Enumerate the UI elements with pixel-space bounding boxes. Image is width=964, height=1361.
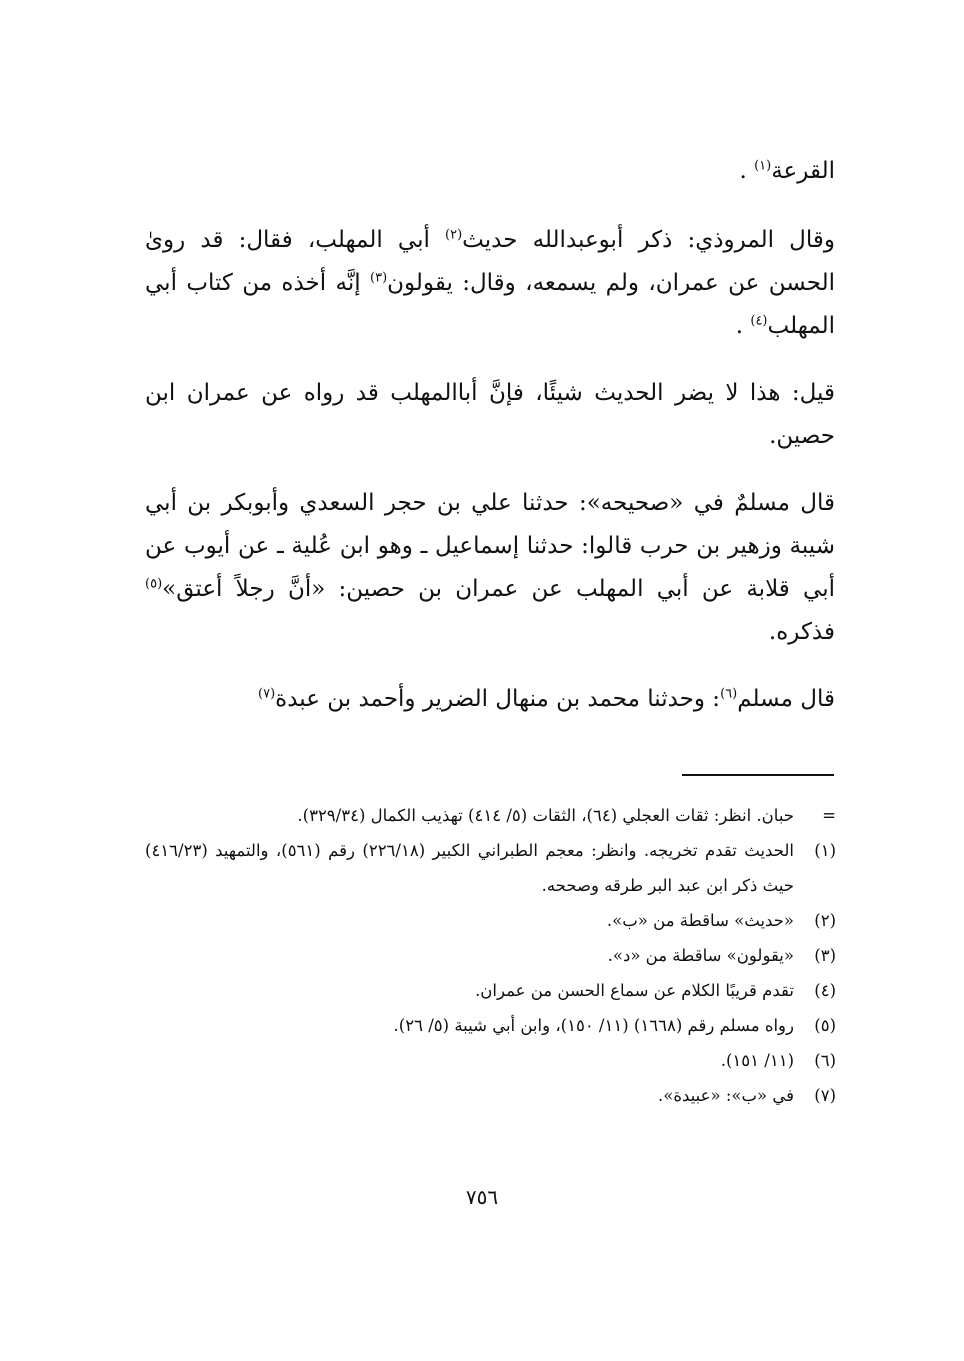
footnote-number: = — [822, 806, 836, 825]
paragraph-text: القرعة — [771, 158, 835, 184]
footnote-ref[interactable]: (٥) — [145, 576, 163, 592]
footnote-text: الحديث تقدم تخريجه. وانظر: معجم الطبراني الكبير (٢٢٦/١٨) رقم (٥٦١)، والتمهيد (٤١٦/٢٣) حيث ذكر ابن عبد البر طرقه وصححه. — [145, 841, 794, 895]
paragraph-text: . — [735, 313, 751, 339]
footnote-text: «حديث» ساقطة من «ب». — [606, 911, 794, 930]
paragraph-text: إنَّه أخذه من كتاب أبي المهلب — [145, 270, 835, 339]
footnote-item — [145, 1008, 840, 1043]
footnote-ref[interactable]: (٧) — [258, 686, 276, 702]
footnote-item — [145, 903, 840, 938]
paragraph-text: قال مسلمٌ في «صحيحه»: حدثنا علي بن حجر السعدي وأبوبكر بن أبي شيبة وزهير بن حرب قالوا: حدثنا إسماعيل ـ وهو ابن عُلية ـ عن أيوب عن أبي قلابة عن أبي المهلب عن عمران بن حصين: «أنَّ رجلاً أعتق» — [145, 490, 835, 602]
footnotes — [145, 798, 840, 1113]
paragraph-4 — [145, 482, 835, 654]
paragraph-text: فذكره. — [768, 619, 835, 645]
footnote-ref[interactable]: (١) — [754, 158, 772, 174]
footnote-text: «يقولون» ساقطة من «د». — [607, 946, 794, 965]
paragraph-2 — [145, 219, 835, 348]
footnote-text: في «ب»: «عبيدة». — [658, 1086, 794, 1105]
footnote-ref[interactable]: (٤) — [750, 313, 768, 329]
footnote-text: (١١/ ١٥١). — [720, 1051, 794, 1070]
footnote-item — [145, 1078, 840, 1113]
footnote-number: (٧) — [814, 1086, 836, 1105]
footnote-item — [145, 798, 840, 833]
footnote-number: (٦) — [814, 1051, 836, 1070]
page-number: ٧٥٦ — [465, 1185, 499, 1209]
footnote-ref[interactable]: (٣) — [370, 270, 388, 286]
footnote-number: (٤) — [814, 981, 836, 1000]
paragraph-3 — [145, 372, 835, 458]
footnote-text: رواه مسلم رقم (١٦٦٨) (١١/ ١٥٠)، وابن أبي شيبة (٥/ ٢٦). — [393, 1016, 794, 1035]
footnote-ref[interactable]: (٢) — [445, 227, 463, 243]
footnote-number: (٢) — [814, 911, 836, 930]
footnote-number: (٣) — [814, 946, 836, 965]
paragraph-text: . — [739, 158, 755, 184]
main-text — [145, 150, 835, 721]
footnote-item — [145, 938, 840, 973]
paragraph-text: : وحدثنا محمد بن منهال الضرير وأحمد بن عبدة — [275, 686, 721, 712]
footnote-ref[interactable]: (٦) — [720, 686, 738, 702]
footnote-text: تقدم قريبًا الكلام عن سماع الحسن من عمران. — [475, 981, 794, 1000]
paragraph-5 — [145, 678, 835, 721]
footnote-text: حبان. انظر: ثقات العجلي (٦٤)، الثقات (٥/ ٤١٤) تهذيب الكمال (٣٢٩/٣٤). — [297, 806, 794, 825]
paragraph-text: قيل: هذا لا يضر الحديث شيئًا، فإنَّ أباالمهلب قد رواه عن عمران ابن حصين. — [145, 380, 835, 449]
paragraph-text: أبي المهلب، فقال: قد رویٰ الحسن عن عمران، ولم يسمعه، وقال: يقولون — [145, 227, 836, 296]
paragraph-text: قال مسلم — [737, 686, 835, 712]
paragraph-text: وقال المروذي: ذكر أبوعبدالله حديث — [462, 227, 835, 253]
footnote-item — [145, 833, 840, 903]
footnote-divider — [682, 774, 834, 776]
footnote-item — [145, 1043, 840, 1078]
footnote-number: (١) — [814, 841, 836, 860]
paragraph-1 — [145, 150, 835, 193]
footnote-number: (٥) — [814, 1016, 836, 1035]
footnote-item — [145, 973, 840, 1008]
